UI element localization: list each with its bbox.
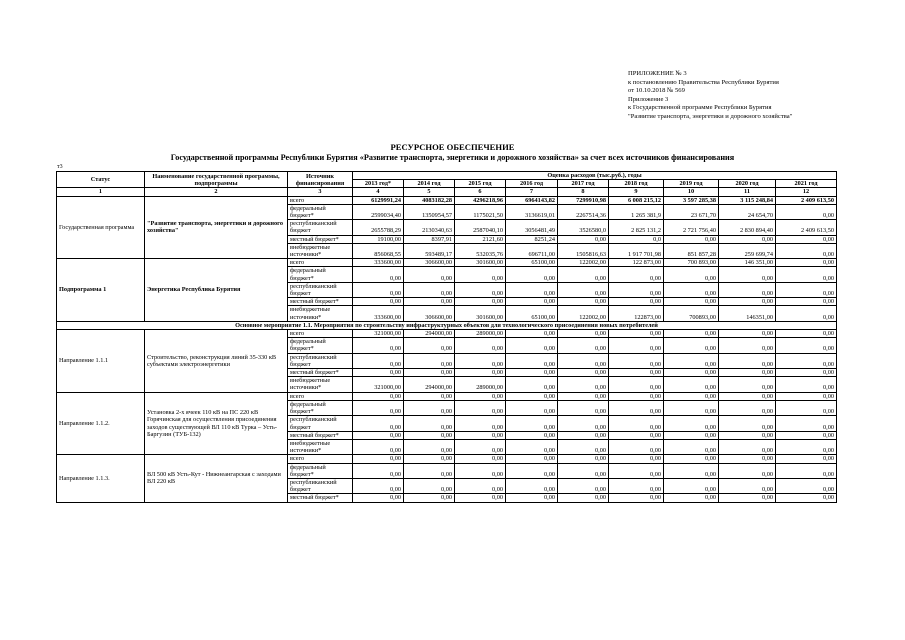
row-value: 700 893,00 <box>664 259 719 267</box>
row-value: 0,00 <box>455 267 506 282</box>
row-value: 0,00 <box>719 400 776 415</box>
row-value: 0,00 <box>558 353 609 368</box>
row-value: 0,00 <box>664 392 719 400</box>
row-value: 0,00 <box>664 416 719 431</box>
row-value: 2267514,36 <box>558 204 609 219</box>
row-value: 0,00 <box>558 400 609 415</box>
row-value: 2599034,40 <box>353 204 404 219</box>
row-value: 0,00 <box>609 439 664 454</box>
row-value: 0,00 <box>353 353 404 368</box>
row-value: 0,00 <box>404 338 455 353</box>
row-value: 0,00 <box>719 455 776 463</box>
row-value: 0,00 <box>558 369 609 377</box>
column-number: 12 <box>776 188 837 196</box>
row-value: 19100,00 <box>353 235 404 243</box>
row-value: 0,00 <box>404 416 455 431</box>
header-year: 2016 год <box>506 180 558 188</box>
appendix-line: "Развитие транспорта, энергетики и дорожного хозяйства" <box>628 112 793 120</box>
row-value: 3 115 248,84 <box>719 196 776 204</box>
row-value: 1505816,63 <box>558 243 609 258</box>
row-source: федеральный бюджет* <box>288 204 353 219</box>
row-source: внебюджетные источники* <box>288 439 353 454</box>
column-number: 2 <box>145 188 288 196</box>
row-value: 0,00 <box>664 377 719 392</box>
row-value: 0,00 <box>776 369 837 377</box>
row-value: 0,00 <box>609 330 664 338</box>
row-value: 0,00 <box>609 298 664 306</box>
table-row <box>57 330 837 338</box>
row-value: 0,00 <box>455 455 506 463</box>
unit-mark: т3 <box>57 164 63 170</box>
row-value: 0,00 <box>404 478 455 493</box>
document-title: РЕСУРСНОЕ ОБЕСПЕЧЕНИЕ <box>390 142 515 152</box>
row-source: всего <box>288 330 353 338</box>
header-year: 2021 год <box>776 180 837 188</box>
row-value: 0,00 <box>719 392 776 400</box>
row-value: 0,00 <box>404 463 455 478</box>
row-value: 333600,00 <box>353 259 404 267</box>
row-value: 0,00 <box>609 369 664 377</box>
row-value: 0,00 <box>776 478 837 493</box>
row-value: 2 825 131,2 <box>609 220 664 235</box>
row-value: 0,00 <box>664 463 719 478</box>
row-value: 0,00 <box>664 400 719 415</box>
row-value: 0,00 <box>455 282 506 297</box>
row-value: 0,00 <box>776 259 837 267</box>
column-number: 3 <box>288 188 353 196</box>
row-value: 0,00 <box>558 330 609 338</box>
row-value: 0,00 <box>558 463 609 478</box>
row-value: 0,00 <box>404 400 455 415</box>
row-value: 0,00 <box>558 455 609 463</box>
row-value: 0,00 <box>719 338 776 353</box>
row-value: 294000,00 <box>404 377 455 392</box>
row-value: 3526580,0 <box>558 220 609 235</box>
row-value: 0,00 <box>353 463 404 478</box>
section-title: Основное мероприятие 1.1. Мероприятия по строительству инфраструктурных объектов для технологического присоединения новых потребителей <box>57 321 837 329</box>
row-value: 8251,24 <box>506 235 558 243</box>
row-value: 0,00 <box>664 439 719 454</box>
row-value: 0,00 <box>506 369 558 377</box>
row-value: 0,00 <box>609 494 664 502</box>
table-row <box>57 259 837 267</box>
row-value: 0,00 <box>719 463 776 478</box>
row-value: 0,00 <box>719 353 776 368</box>
row-value: 0,00 <box>404 431 455 439</box>
row-value: 122873,00 <box>609 306 664 321</box>
row-value: 0,00 <box>609 431 664 439</box>
row-value: 4083182,28 <box>404 196 455 204</box>
row-value: 0,00 <box>558 377 609 392</box>
row-value: 0,00 <box>664 494 719 502</box>
row-value: 0,00 <box>558 298 609 306</box>
row-value: 0,00 <box>664 282 719 297</box>
row-value: 0,00 <box>719 235 776 243</box>
row-value: 122 873,00 <box>609 259 664 267</box>
row-value: 0,00 <box>558 338 609 353</box>
row-value: 6129991,24 <box>353 196 404 204</box>
row-status: Направление 1.1.2. <box>57 392 145 455</box>
row-value: 2 409 613,50 <box>776 220 837 235</box>
row-value: 0,00 <box>609 478 664 493</box>
row-value: 0,00 <box>664 478 719 493</box>
column-number: 5 <box>404 188 455 196</box>
row-value: 3056481,49 <box>506 220 558 235</box>
row-value: 0,00 <box>455 463 506 478</box>
row-value: 532035,76 <box>455 243 506 258</box>
row-value: 0,00 <box>353 494 404 502</box>
row-value: 0,00 <box>776 204 837 219</box>
row-value: 0,00 <box>558 416 609 431</box>
row-value: 0,00 <box>353 478 404 493</box>
row-value: 0,00 <box>353 416 404 431</box>
row-value: 1 917 701,98 <box>609 243 664 258</box>
table-row <box>57 196 837 204</box>
row-program-name: Строительство, реконструкция линий 35-330 кВ субъектами электроэнергетики <box>145 330 288 393</box>
row-source: всего <box>288 455 353 463</box>
resource-table-wrapper <box>56 171 836 503</box>
row-value: 0,00 <box>719 298 776 306</box>
row-value: 0,00 <box>455 431 506 439</box>
row-value: 3136619,01 <box>506 204 558 219</box>
resource-table <box>56 171 837 503</box>
row-value: 0,00 <box>558 282 609 297</box>
row-value: 289000,00 <box>455 377 506 392</box>
row-status: Государственная программа <box>57 196 145 259</box>
column-number: 8 <box>558 188 609 196</box>
appendix-line: к постановлению Правительства Республики Бурятия <box>628 78 779 86</box>
row-value: 0,00 <box>455 298 506 306</box>
row-value: 0,00 <box>455 400 506 415</box>
row-value: 0,00 <box>353 455 404 463</box>
header-source: Источник финансирования <box>288 172 353 188</box>
row-program-name: Энергетика Республика Бурятия <box>145 259 288 322</box>
header-status: Статус <box>57 172 145 188</box>
table-body <box>57 196 837 502</box>
row-value: 6964143,82 <box>506 196 558 204</box>
row-value: 0,00 <box>506 416 558 431</box>
row-source: местный бюджет* <box>288 235 353 243</box>
row-value: 2587040,10 <box>455 220 506 235</box>
header-year: 2013 год* <box>353 180 404 188</box>
row-value: 0,00 <box>558 431 609 439</box>
row-value: 306600,00 <box>404 259 455 267</box>
row-value: 294000,00 <box>404 330 455 338</box>
row-value: 0,00 <box>353 298 404 306</box>
row-value: 0,00 <box>776 298 837 306</box>
row-status: Направление 1.1.3. <box>57 455 145 502</box>
row-value: 0,00 <box>558 494 609 502</box>
row-value: 0,00 <box>776 400 837 415</box>
row-value: 0,00 <box>609 267 664 282</box>
row-value: 0,00 <box>506 377 558 392</box>
row-source: всего <box>288 392 353 400</box>
table-header <box>57 172 837 197</box>
row-value: 2 721 756,40 <box>664 220 719 235</box>
row-value: 0,00 <box>609 377 664 392</box>
row-value: 0,00 <box>404 353 455 368</box>
row-value: 0,00 <box>353 267 404 282</box>
row-value: 0,00 <box>404 455 455 463</box>
row-value: 1350954,57 <box>404 204 455 219</box>
row-value: 0,00 <box>404 282 455 297</box>
row-value: 0,00 <box>719 267 776 282</box>
header-numbers-row <box>57 188 837 196</box>
header-year: 2020 год <box>719 180 776 188</box>
row-value: 0,00 <box>558 235 609 243</box>
document-subtitle: Государственной программы Республики Бурятия «Развитие транспорта, энергетики и дорожного хозяйства» за счет всех источников финансирования <box>170 153 735 162</box>
row-value: 146 351,00 <box>719 259 776 267</box>
row-value: 0,00 <box>506 338 558 353</box>
row-value: 0,00 <box>353 431 404 439</box>
row-value: 321000,00 <box>353 377 404 392</box>
header-row <box>57 172 837 180</box>
row-value: 0,00 <box>776 306 837 321</box>
row-value: 0,00 <box>455 392 506 400</box>
row-value: 0,00 <box>776 353 837 368</box>
row-value: 0,00 <box>719 377 776 392</box>
row-value: 0,00 <box>404 267 455 282</box>
table-row <box>57 455 837 463</box>
row-value: 0,00 <box>609 338 664 353</box>
row-value: 0,00 <box>664 330 719 338</box>
row-value: 0,00 <box>558 478 609 493</box>
row-value: 0,00 <box>455 416 506 431</box>
column-number: 11 <box>719 188 776 196</box>
row-value: 6 008 215,12 <box>609 196 664 204</box>
column-number: 7 <box>506 188 558 196</box>
row-value: 0,00 <box>506 392 558 400</box>
header-estimate: Оценка расходов (тыс.руб.), годы <box>353 172 837 180</box>
column-number: 9 <box>609 188 664 196</box>
row-value: 0,00 <box>776 392 837 400</box>
row-source: республиканский бюджет <box>288 478 353 493</box>
row-value: 301600,00 <box>455 259 506 267</box>
row-value: 0,00 <box>776 431 837 439</box>
row-value: 0,00 <box>776 494 837 502</box>
row-value: 0,00 <box>353 439 404 454</box>
row-value: 0,00 <box>664 353 719 368</box>
row-value: 122002,00 <box>558 259 609 267</box>
row-value: 0,00 <box>609 392 664 400</box>
row-program-name: ВЛ 500 кВ Усть-Кут - Нижнеангарская с заходами ВЛ 220 кВ <box>145 455 288 502</box>
row-value: 0,00 <box>776 330 837 338</box>
row-value: 0,00 <box>719 439 776 454</box>
row-value: 289000,00 <box>455 330 506 338</box>
row-status: Подпрограмма 1 <box>57 259 145 322</box>
row-value: 0,00 <box>776 282 837 297</box>
row-value: 1 265 381,9 <box>609 204 664 219</box>
row-value: 122002,00 <box>558 306 609 321</box>
row-value: 306600,00 <box>404 306 455 321</box>
row-value: 0,00 <box>664 267 719 282</box>
row-value: 4296218,96 <box>455 196 506 204</box>
row-value: 0,00 <box>353 338 404 353</box>
header-year: 2019 год <box>664 180 719 188</box>
column-number: 4 <box>353 188 404 196</box>
row-value: 0,00 <box>719 478 776 493</box>
row-value: 65100,00 <box>506 259 558 267</box>
row-value: 0,00 <box>719 369 776 377</box>
row-value: 0,00 <box>776 455 837 463</box>
row-value: 0,00 <box>664 455 719 463</box>
row-value: 0,00 <box>353 400 404 415</box>
row-value: 0,00 <box>609 400 664 415</box>
row-value: 851 857,28 <box>664 243 719 258</box>
row-source: местный бюджет* <box>288 298 353 306</box>
row-value: 0,00 <box>404 369 455 377</box>
row-value: 696711,00 <box>506 243 558 258</box>
row-value: 24 654,70 <box>719 204 776 219</box>
row-value: 0,00 <box>664 235 719 243</box>
header-year: 2014 год <box>404 180 455 188</box>
row-value: 0,00 <box>506 400 558 415</box>
row-value: 0,00 <box>558 392 609 400</box>
row-value: 0,00 <box>609 416 664 431</box>
row-source: внебюджетные источники* <box>288 243 353 258</box>
row-value: 0,00 <box>353 282 404 297</box>
row-source: местный бюджет* <box>288 431 353 439</box>
row-value: 0,00 <box>506 439 558 454</box>
appendix-note <box>628 70 792 122</box>
row-source: федеральный бюджет* <box>288 338 353 353</box>
row-source: внебюджетные источники* <box>288 306 353 321</box>
row-source: местный бюджет* <box>288 369 353 377</box>
row-value: 333600,00 <box>353 306 404 321</box>
row-value: 0,00 <box>776 243 837 258</box>
row-value: 700893,00 <box>664 306 719 321</box>
row-source: внебюджетные источники* <box>288 377 353 392</box>
row-status: Направление 1.1.1 <box>57 330 145 393</box>
row-value: 0,00 <box>506 298 558 306</box>
row-value: 259 699,74 <box>719 243 776 258</box>
table-row <box>57 392 837 400</box>
row-value: 2 409 613,50 <box>776 196 837 204</box>
row-program-name: Установка 2-х ячеек 110 кВ на ПС 220 кВ Горячинская для осуществления присоединения заходов существующей ВЛ 110 кВ Турка – Усть-Баргузин (ТУБ-132) <box>145 392 288 455</box>
row-value: 0,00 <box>719 416 776 431</box>
row-source: федеральный бюджет* <box>288 463 353 478</box>
row-value: 8397,91 <box>404 235 455 243</box>
row-value: 0,00 <box>719 282 776 297</box>
row-value: 0,00 <box>506 463 558 478</box>
row-value: 0,00 <box>506 330 558 338</box>
section-row <box>57 321 837 329</box>
column-number: 10 <box>664 188 719 196</box>
row-program-name: "Развитие транспорта, энергетики и дорожного хозяйства" <box>145 196 288 259</box>
row-value: 0,00 <box>455 478 506 493</box>
row-value: 0,00 <box>776 338 837 353</box>
row-value: 0,00 <box>455 353 506 368</box>
row-source: всего <box>288 196 353 204</box>
row-value: 0,00 <box>664 298 719 306</box>
row-value: 0,00 <box>506 455 558 463</box>
row-value: 0,00 <box>776 439 837 454</box>
row-value: 0,00 <box>776 267 837 282</box>
row-value: 0,00 <box>404 439 455 454</box>
header-year: 2017 год <box>558 180 609 188</box>
row-value: 0,00 <box>353 392 404 400</box>
row-value: 0,00 <box>776 416 837 431</box>
row-value: 1175021,50 <box>455 204 506 219</box>
row-value: 0,00 <box>455 369 506 377</box>
row-value: 0,00 <box>404 392 455 400</box>
row-source: местный бюджет* <box>288 494 353 502</box>
row-value: 0,00 <box>455 439 506 454</box>
row-value: 0,00 <box>664 431 719 439</box>
column-number: 1 <box>57 188 145 196</box>
row-value: 856068,55 <box>353 243 404 258</box>
appendix-line: к Государственной программе Республики Бурятия <box>628 104 772 112</box>
row-source: республиканский бюджет <box>288 353 353 368</box>
column-number: 6 <box>455 188 506 196</box>
row-source: федеральный бюджет* <box>288 267 353 282</box>
row-value: 0,00 <box>404 494 455 502</box>
row-value: 7299910,98 <box>558 196 609 204</box>
row-source: всего <box>288 259 353 267</box>
appendix-line: от 10.10.2018 № 569 <box>628 87 685 95</box>
row-value: 2655788,29 <box>353 220 404 235</box>
appendix-line: ПРИЛОЖЕНИЕ № 3 <box>628 70 687 77</box>
row-value: 0,00 <box>609 353 664 368</box>
row-value: 2121,60 <box>455 235 506 243</box>
row-value: 0,00 <box>609 463 664 478</box>
row-value: 0,00 <box>506 282 558 297</box>
row-value: 0,00 <box>609 455 664 463</box>
row-value: 0,00 <box>455 338 506 353</box>
row-value: 146351,00 <box>719 306 776 321</box>
row-value: 0,00 <box>506 267 558 282</box>
row-source: республиканский бюджет <box>288 416 353 431</box>
row-value: 0,00 <box>776 463 837 478</box>
header-program: Наименование государственной программы, подпрограммы <box>145 172 288 188</box>
row-value: 0,00 <box>506 431 558 439</box>
row-value: 0,00 <box>404 298 455 306</box>
row-value: 0,00 <box>719 431 776 439</box>
row-value: 0,00 <box>506 478 558 493</box>
row-value: 2 830 894,40 <box>719 220 776 235</box>
row-source: федеральный бюджет* <box>288 400 353 415</box>
row-value: 0,00 <box>719 494 776 502</box>
row-value: 0,00 <box>455 494 506 502</box>
row-value: 0,00 <box>558 267 609 282</box>
row-value: 0,00 <box>609 282 664 297</box>
row-value: 0,00 <box>776 235 837 243</box>
row-value: 3 597 285,38 <box>664 196 719 204</box>
row-source: республиканский бюджет <box>288 282 353 297</box>
row-value: 0,00 <box>353 369 404 377</box>
row-value: 0,00 <box>558 439 609 454</box>
appendix-line: Приложение 3 <box>628 95 669 103</box>
row-value: 301600,00 <box>455 306 506 321</box>
row-value: 2130340,63 <box>404 220 455 235</box>
row-value: 321000,00 <box>353 330 404 338</box>
header-year: 2015 год <box>455 180 506 188</box>
header-year: 2018 год <box>609 180 664 188</box>
row-value: 0,00 <box>506 494 558 502</box>
row-value: 0,0 <box>609 235 664 243</box>
row-value: 0,00 <box>506 353 558 368</box>
row-value: 0,00 <box>664 338 719 353</box>
row-value: 0,00 <box>719 330 776 338</box>
row-value: 593489,17 <box>404 243 455 258</box>
row-value: 65100,00 <box>506 306 558 321</box>
row-value: 0,00 <box>776 377 837 392</box>
row-value: 0,00 <box>664 369 719 377</box>
row-value: 23 671,70 <box>664 204 719 219</box>
row-source: республиканский бюджет <box>288 220 353 235</box>
